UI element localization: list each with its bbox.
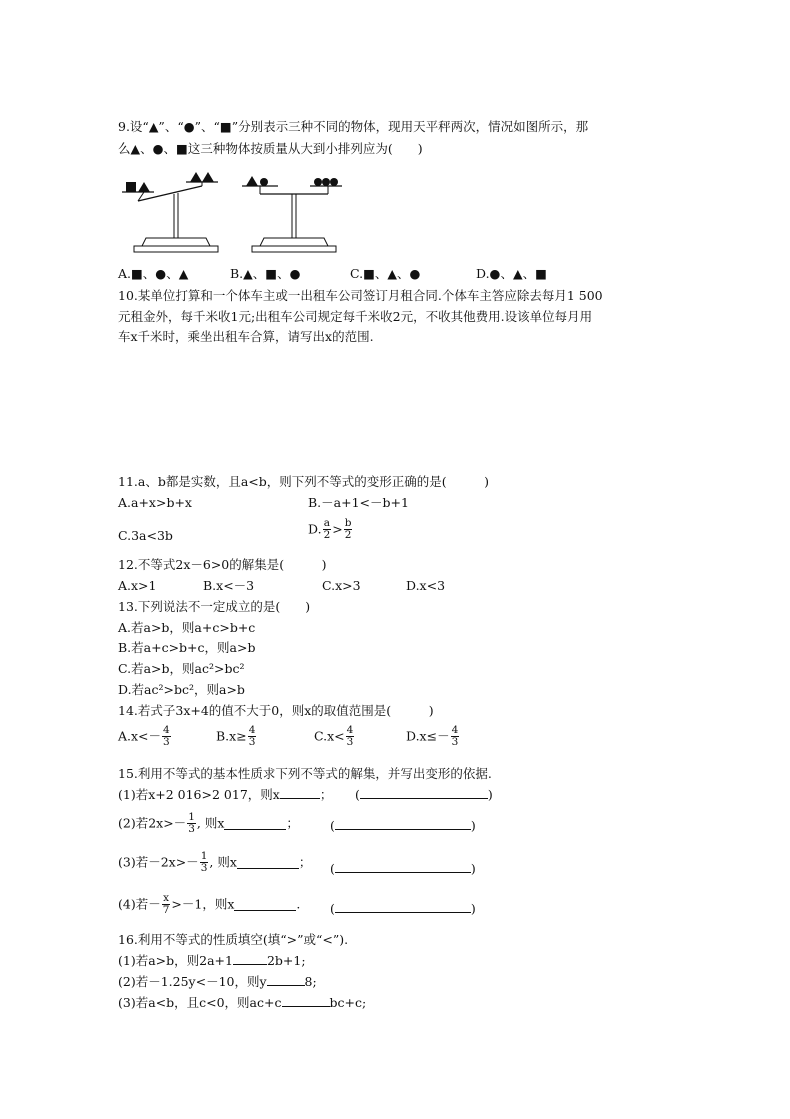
q10-line2: 元租金外，每千米收1元;出租车公司规定每千米收2元，不收其他费用.设该单位每月用 bbox=[118, 309, 593, 324]
answer-blank[interactable] bbox=[280, 787, 320, 799]
q15-part2: (2)若2x>－ $\frac{1}{3}$ , 则x ； bbox=[118, 811, 299, 835]
circle-icon bbox=[314, 178, 322, 186]
q13-option-d: D.若ac²>bc²，则a>b bbox=[118, 682, 245, 697]
q15-part1-reason: ( ) bbox=[355, 787, 493, 802]
q12-option-c: C.x>3 bbox=[322, 578, 361, 593]
q15-part3-reason: ( ) bbox=[330, 861, 476, 876]
answer-blank[interactable] bbox=[233, 953, 267, 965]
q11-option-c: C.3a<3b bbox=[118, 528, 173, 543]
triangle-icon bbox=[202, 172, 214, 182]
triangle-icon bbox=[138, 182, 150, 192]
q12-option-d: D.x<3 bbox=[406, 578, 446, 593]
q9-option-a: A.■、●、▲ bbox=[118, 266, 189, 281]
q12-stem: 12.不等式2x－6>0的解集是( ) bbox=[118, 557, 327, 572]
reason-blank[interactable] bbox=[360, 787, 488, 799]
q14-option-d: D.x≤－ $\frac{4}{3}$ bbox=[406, 724, 459, 748]
circle-icon bbox=[322, 178, 330, 186]
triangle-icon bbox=[190, 172, 202, 182]
q13-option-c: C.若a>b，则ac²>bc² bbox=[118, 661, 245, 676]
answer-blank[interactable] bbox=[237, 857, 299, 869]
q13-stem: 13.下列说法不一定成立的是( ) bbox=[118, 599, 311, 614]
q15-part4-reason: ( ) bbox=[330, 901, 476, 916]
q9-option-c: C.■、▲、● bbox=[350, 266, 421, 281]
square-icon bbox=[126, 182, 136, 192]
q11-stem: 11.a、b都是实数，且a<b，则下列不等式的变形正确的是( ) bbox=[118, 474, 490, 489]
q14-stem: 14.若式子3x+4的值不大于0，则x的取值范围是( ) bbox=[118, 703, 434, 718]
reason-blank[interactable] bbox=[335, 818, 471, 830]
reason-blank[interactable] bbox=[335, 901, 471, 913]
triangle-icon bbox=[246, 176, 258, 186]
q15-part4: (4)若－ $\frac{x}{7}$ >－1，则x . bbox=[118, 892, 301, 916]
q13-option-b: B.若a+c>b+c，则a>b bbox=[118, 640, 256, 655]
q14-option-c: C.x< $\frac{4}{3}$ bbox=[314, 724, 354, 748]
q16-part3: (3)若a<b，且c<0，则ac+c bc+c; bbox=[118, 995, 367, 1010]
circle-icon bbox=[260, 178, 268, 186]
q11-option-d: D. $\frac{a}{2}$ > $\frac{b}{2}$ bbox=[308, 517, 352, 541]
q10-line1: 10.某单位打算和一个体车主或一出租车公司签订月租合同.个体车主答应除去每月1 500 bbox=[118, 288, 603, 303]
q12-option-b: B.x<－3 bbox=[203, 578, 255, 593]
q15-part2-reason: ( ) bbox=[330, 818, 476, 833]
answer-blank[interactable] bbox=[234, 899, 296, 911]
q9-option-d: D.●、▲、■ bbox=[476, 266, 547, 281]
q14-option-b: B.x≥ $\frac{4}{3}$ bbox=[216, 724, 256, 748]
q16-part1: (1)若a>b，则2a+1 2b+1; bbox=[118, 953, 306, 968]
q11-option-b: B.－a+1<－b+1 bbox=[308, 495, 409, 510]
q12-option-a: A.x>1 bbox=[118, 578, 157, 593]
balance-scales-figure bbox=[118, 166, 358, 258]
q13-option-a: A.若a>b，则a+c>b+c bbox=[118, 620, 256, 635]
answer-blank[interactable] bbox=[267, 974, 305, 986]
answer-blank[interactable] bbox=[282, 995, 330, 1007]
q16-stem: 16.利用不等式的性质填空(填“>”或“<”). bbox=[118, 932, 349, 947]
answer-blank[interactable] bbox=[224, 818, 286, 830]
q15-part1: (1)若x+2 016>2 017，则x ； bbox=[118, 787, 333, 802]
q14-option-a: A.x<－ $\frac{4}{3}$ bbox=[118, 724, 170, 748]
q10-line3: 车x千米时，乘坐出租车合算，请写出x的范围. bbox=[118, 329, 374, 344]
q16-part2: (2)若－1.25y<－10，则y 8; bbox=[118, 974, 317, 989]
balance-scale-right bbox=[242, 176, 342, 252]
q11-option-a: A.a+x>b+x bbox=[118, 495, 192, 510]
q9-line2: 么▲、●、■这三种物体按质量从大到小排列应为( ) bbox=[118, 141, 423, 156]
q15-stem: 15.利用不等式的基本性质求下列不等式的解集，并写出变形的依据. bbox=[118, 766, 492, 781]
q15-part3: (3)若－2x>－ $\frac{1}{3}$ , 则x ； bbox=[118, 850, 312, 874]
circle-icon bbox=[330, 178, 338, 186]
reason-blank[interactable] bbox=[335, 861, 471, 873]
balance-scale-left bbox=[122, 172, 218, 252]
q9-line1: 9.设“▲”、“●”、“■”分别表示三种不同的物体，现用天平秤两次，情况如图所示，那 bbox=[118, 119, 589, 134]
q9-option-b: B.▲、■、● bbox=[230, 266, 301, 281]
